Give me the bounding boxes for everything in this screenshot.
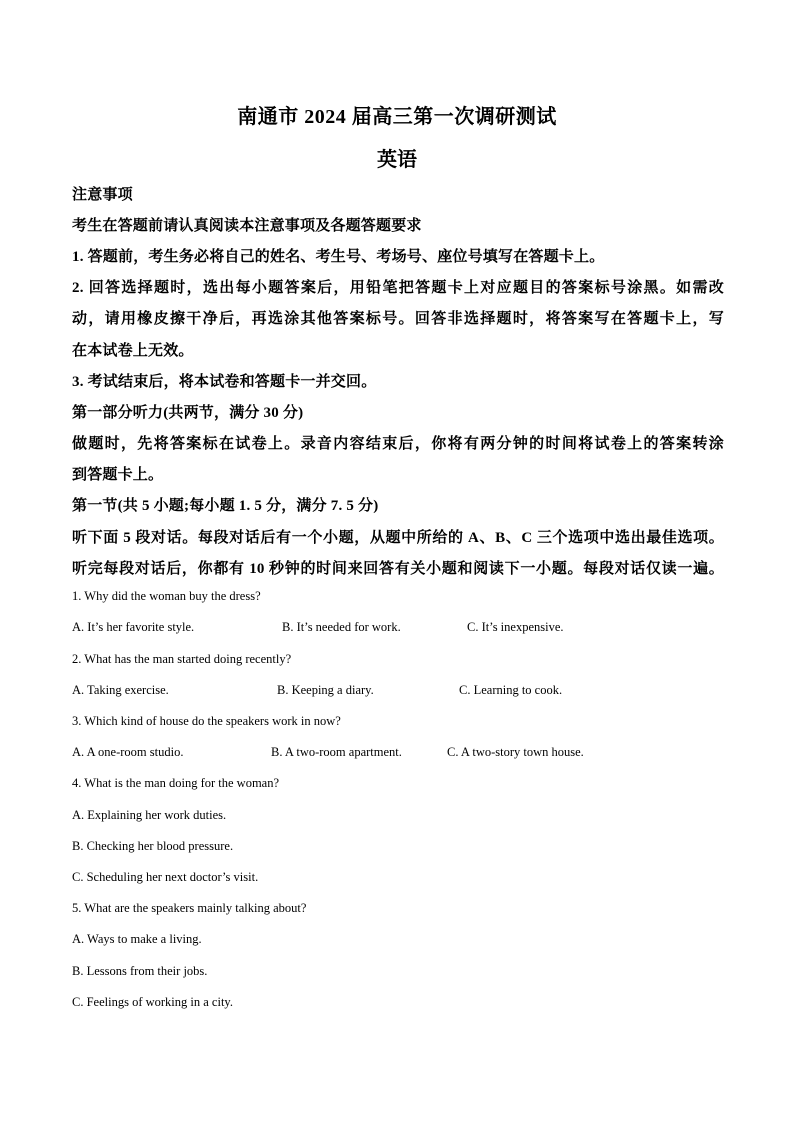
section1-heading: 第一节(共 5 小题;每小题 1. 5 分，满分 7. 5 分) (72, 498, 379, 514)
notice-item-2-line-2: 动，请用橡皮擦干净后，再选涂其他答案标号。回答非选择题时，将答案写在答题卡上，写 (72, 311, 724, 327)
question-4-option-c: C. Scheduling her next doctor’s visit. (72, 870, 259, 884)
question-1-option-a: A. It’s her favorite style. (72, 620, 195, 634)
question-2: 2. What has the man started doing recently? (72, 652, 292, 666)
question-3-option-b: B. A two-room apartment. (271, 745, 402, 759)
part1-instruction-line-1: 做题时，先将答案标在试卷上。录音内容结束后，你将有两分钟的时间将试卷上的答案转涂 (72, 436, 724, 452)
question-3: 3. Which kind of house do the speakers work in now? (72, 714, 341, 728)
question-4-option-b: B. Checking her blood pressure. (72, 839, 234, 853)
exam-title: 南通市 2024 届高三第一次调研测试 (237, 106, 557, 128)
question-1-option-c: C. It’s inexpensive. (467, 620, 564, 634)
notice-intro: 考生在答题前请认真阅读本注意事项及各题答题要求 (72, 218, 422, 234)
section1-instruction-line-1: 听下面 5 段对话。每段对话后有一个小题，从题中所给的 A、B、C 三个选项中选出最佳选项。 (72, 530, 724, 546)
question-5-option-c: C. Feelings of working in a city. (72, 995, 233, 1009)
exam-subject: 英语 (377, 149, 417, 171)
notice-item-1: 1. 答题前，考生务必将自己的姓名、考生号、考场号、座位号填写在答题卡上。 (72, 249, 605, 265)
question-2-option-c: C. Learning to cook. (459, 683, 563, 697)
question-2-option-a: A. Taking exercise. (72, 683, 169, 697)
question-1: 1. Why did the woman buy the dress? (72, 589, 261, 603)
notice-item-2-line-1: 2. 回答选择题时，选出每小题答案后，用铅笔把答题卡上对应题目的答案标号涂黑。如需改 (72, 280, 724, 296)
notice-item-3: 3. 考试结束后，将本试卷和答题卡一并交回。 (72, 374, 377, 390)
question-5-option-b: B. Lessons from their jobs. (72, 964, 208, 978)
question-4-option-a: A. Explaining her work duties. (72, 808, 227, 822)
question-3-option-a: A. A one-room studio. (72, 745, 184, 759)
notice-item-2-line-3: 在本试卷上无效。 (72, 343, 194, 359)
notice-heading: 注意事项 (72, 187, 133, 203)
question-4: 4. What is the man doing for the woman? (72, 776, 280, 790)
question-5: 5. What are the speakers mainly talking about? (72, 901, 307, 915)
part1-heading: 第一部分听力(共两节，满分 30 分) (72, 405, 304, 421)
question-5-option-a: A. Ways to make a living. (72, 932, 202, 946)
section1-instruction-line-2: 听完每段对话后，你都有 10 秒钟的时间来回答有关小题和阅读下一小题。每段对话仅读一遍。 (72, 561, 724, 577)
part1-instruction-line-2: 到答题卡上。 (72, 467, 164, 483)
question-2-option-b: B. Keeping a diary. (277, 683, 374, 697)
question-1-option-b: B. It’s needed for work. (282, 620, 401, 634)
question-3-option-c: C. A two-story town house. (447, 745, 584, 759)
